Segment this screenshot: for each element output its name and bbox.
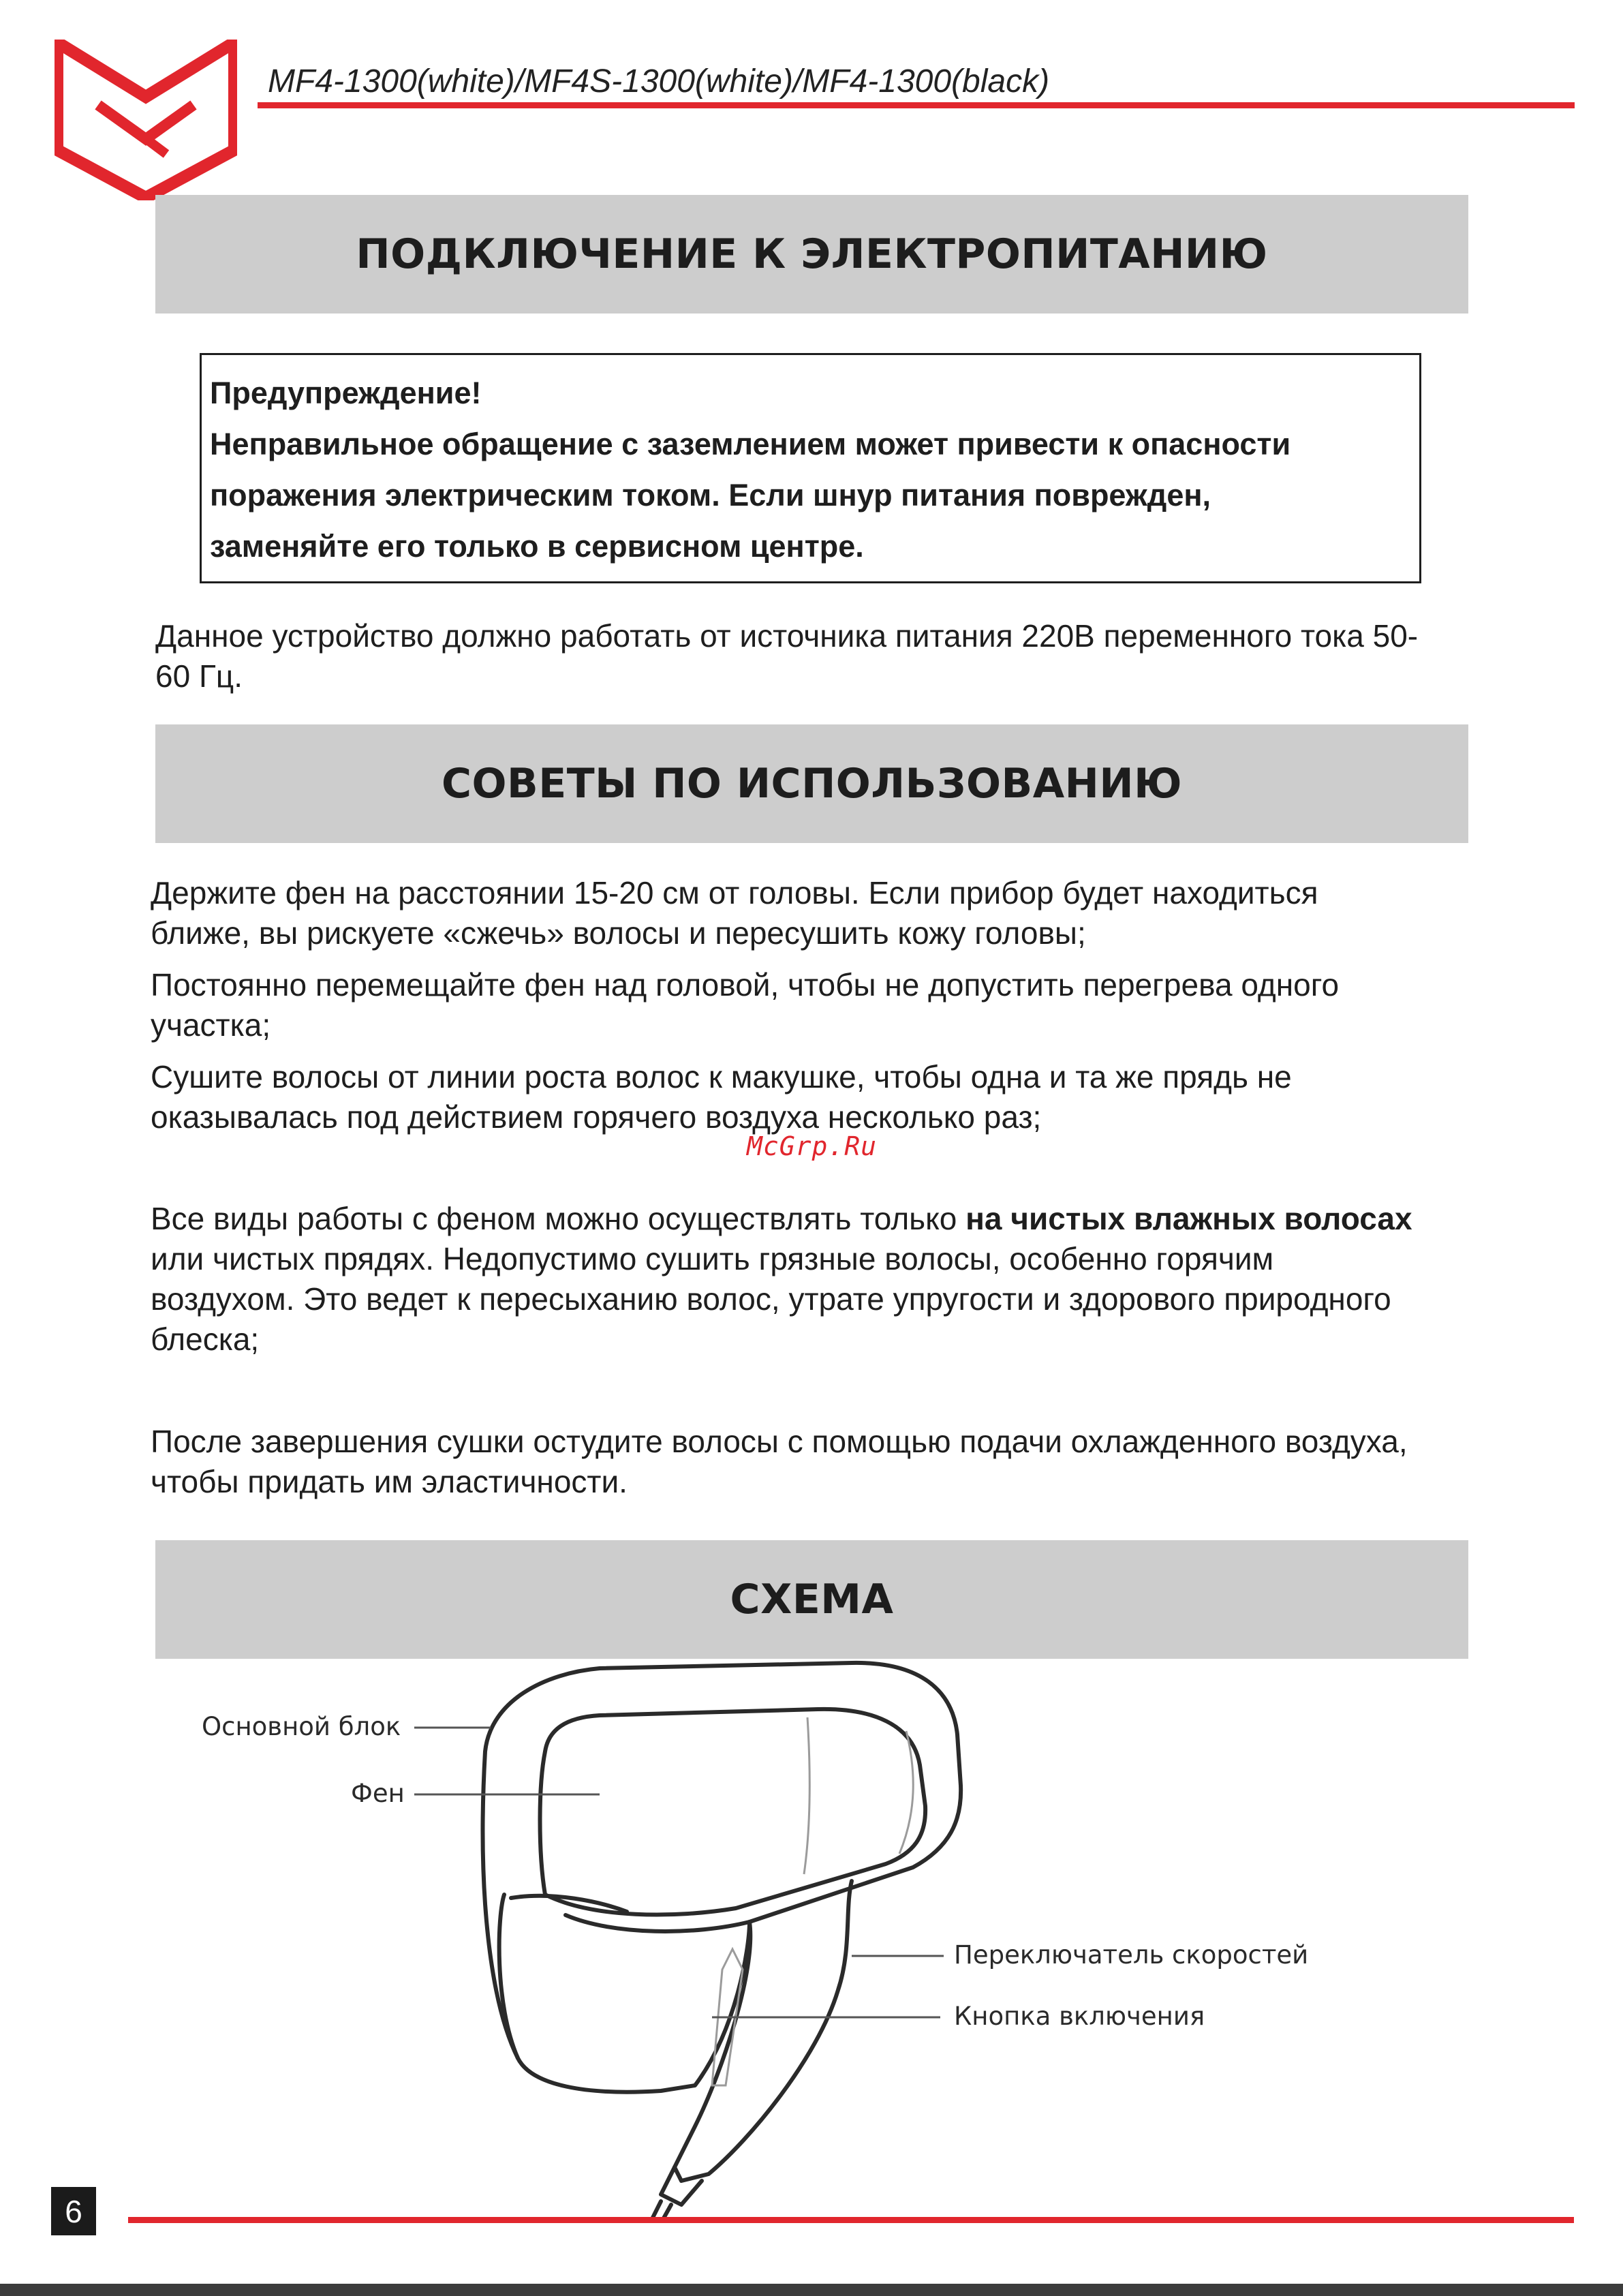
header-rule (258, 102, 1575, 108)
warning-line-1: Неправильное обращение с заземлением может привести к опасности (210, 427, 1291, 461)
warning-heading: Предупреждение! (210, 376, 482, 410)
tip-paragraph-5: После завершения сушки остудите волосы с помощью подачи охлажденного воздуха, чтобы придать им эластичности. (151, 1424, 1408, 1499)
tip-4-text-a: Все виды работы с феном можно осуществлять только (151, 1201, 966, 1236)
model-line: MF4-1300(white)/MF4S-1300(white)/MF4-1300(black) (268, 63, 1050, 100)
section-power-title: ПОДКЛЮЧЕНИЕ К ЭЛЕКТРОПИТАНИЮ (356, 230, 1268, 278)
warning-box (200, 353, 1421, 583)
tip-4-text-b: или чистых прядях. Недопустимо сушить грязные волосы, особенно горячим воздухом. Это ведет к пересыханию волос, утрате упругости и здорового природного блеска; (151, 1241, 1391, 1357)
tip-paragraph-3: Сушите волосы от линии роста волос к макушке, чтобы одна и та же прядь не оказывалась под действием горячего воздуха несколько раз; (151, 1059, 1292, 1135)
section-power-bar (155, 195, 1468, 313)
footer-rule (128, 2217, 1574, 2223)
tip-4-bold: на чистых влажных волосах (965, 1201, 1412, 1236)
label-dryer: Фен (351, 1779, 405, 1808)
page-number: 6 (51, 2187, 96, 2235)
warning-line-3: заменяйте его только в сервисном центре. (210, 529, 864, 564)
page-bottom-edge (0, 2284, 1623, 2296)
section-scheme-title: СХЕМА (730, 1576, 894, 1623)
tip-paragraph-4 (151, 1199, 1425, 1360)
tip-paragraph-2: Постоянно перемещайте фен над головой, чтобы не допустить перегрева одного участка; (151, 967, 1340, 1043)
brand-logo-icon (55, 40, 237, 200)
label-speed-switch: Переключатель скоростей (954, 1940, 1309, 1970)
tip-paragraph-1: Держите фен на расстоянии 15-20 см от головы. Если прибор будет находиться ближе, вы рискуете «сжечь» волосы и пересушить кожу головы; (151, 875, 1318, 951)
label-power-button: Кнопка включения (954, 2002, 1205, 2031)
section-tips-bar (155, 724, 1468, 843)
watermark: McGrp.Ru (747, 1131, 878, 1161)
section-scheme-bar (155, 1540, 1468, 1659)
warning-line-2: поражения электрическим током. Если шнур питания поврежден, (210, 478, 1211, 512)
hair-dryer-diagram (0, 1649, 1623, 2222)
section-tips-title: СОВЕТЫ ПО ИСПОЛЬЗОВАНИЮ (441, 760, 1183, 808)
power-text: Данное устройство должно работать от источника питания 220В переменного тока 50-60 Гц. (155, 618, 1419, 694)
label-main-unit: Основной блок (202, 1712, 401, 1741)
